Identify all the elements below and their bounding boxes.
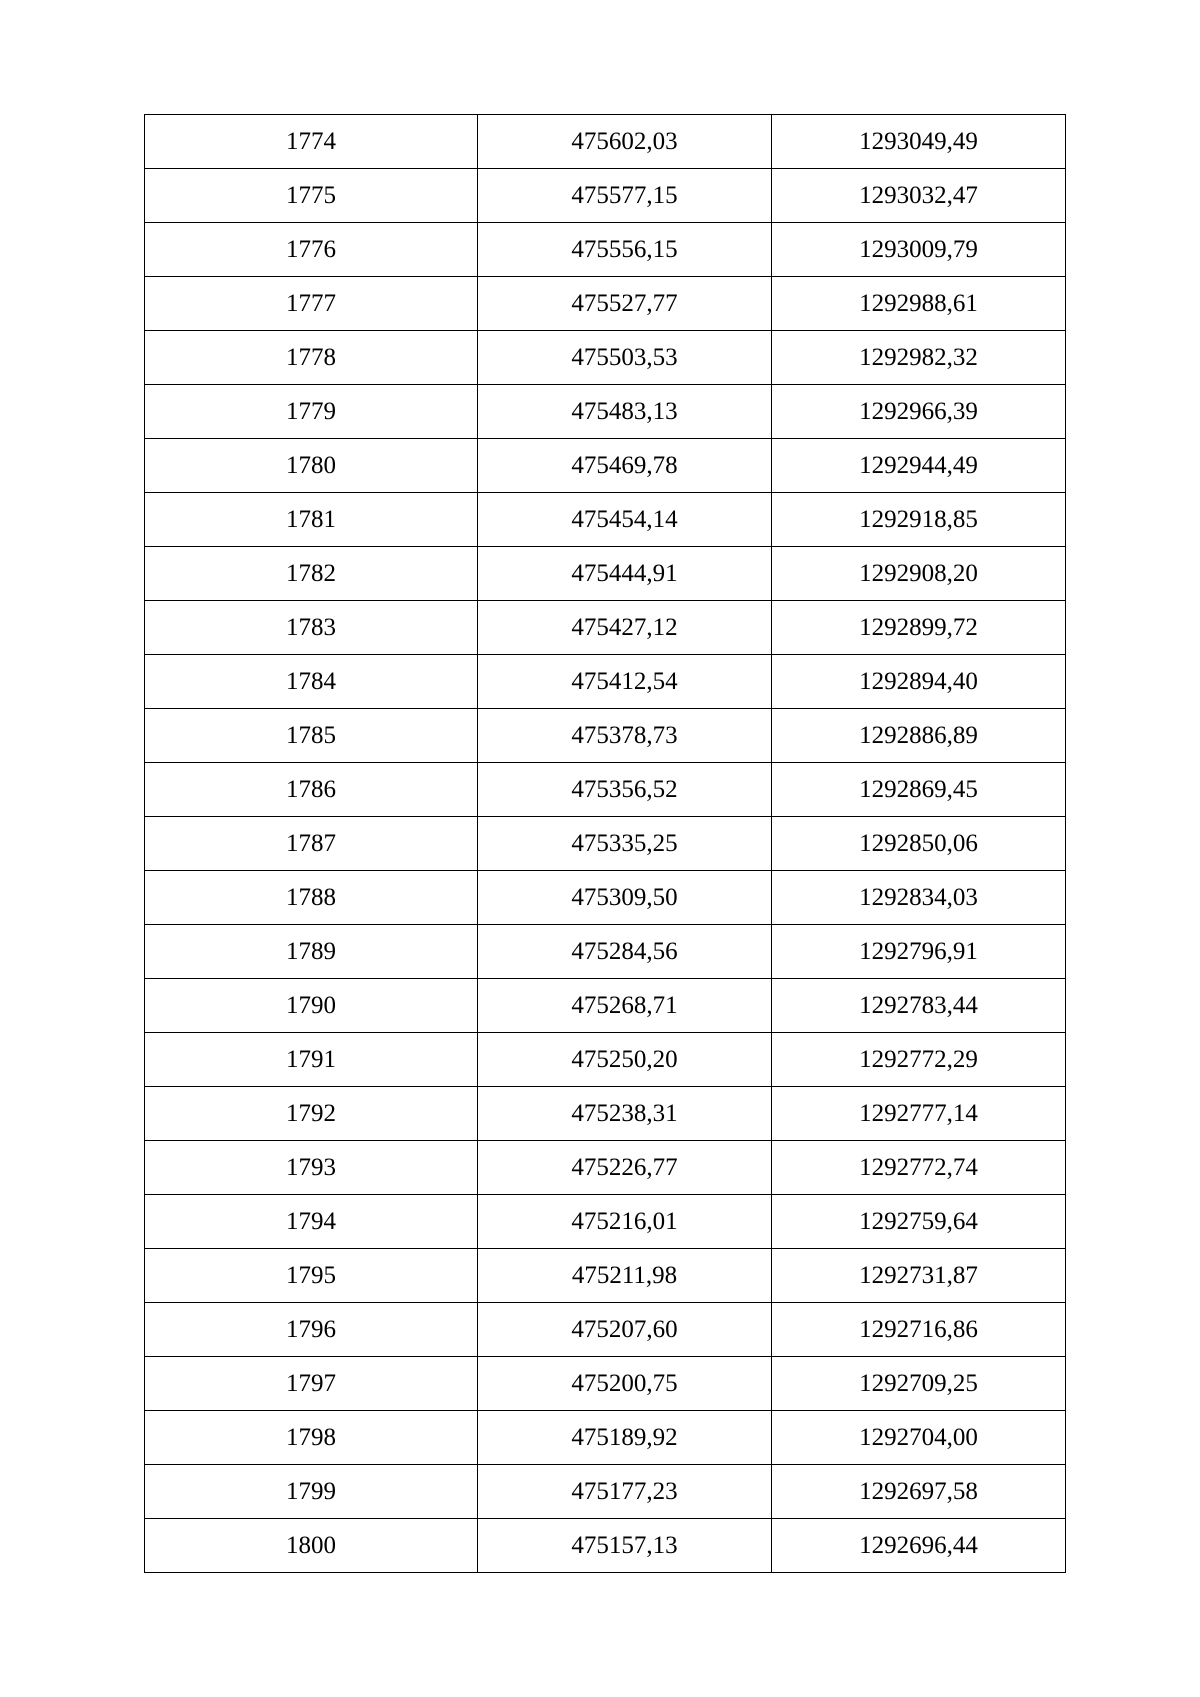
y-coordinate-cell: 1292772,74 <box>772 1141 1066 1195</box>
x-coordinate-cell: 475378,73 <box>478 709 772 763</box>
y-coordinate-cell: 1292908,20 <box>772 547 1066 601</box>
y-coordinate-cell: 1292834,03 <box>772 871 1066 925</box>
table-row <box>145 1249 1066 1303</box>
table-row <box>145 547 1066 601</box>
y-coordinate-cell: 1292982,32 <box>772 331 1066 385</box>
x-coordinate-cell: 475309,50 <box>478 871 772 925</box>
y-coordinate-cell: 1292894,40 <box>772 655 1066 709</box>
y-coordinate-cell: 1292988,61 <box>772 277 1066 331</box>
x-coordinate-cell: 475200,75 <box>478 1357 772 1411</box>
point-number-cell: 1776 <box>145 223 478 277</box>
y-coordinate-cell: 1292966,39 <box>772 385 1066 439</box>
table-row <box>145 1195 1066 1249</box>
table-row <box>145 979 1066 1033</box>
y-coordinate-cell: 1292697,58 <box>772 1465 1066 1519</box>
y-coordinate-cell: 1292850,06 <box>772 817 1066 871</box>
point-number-cell: 1791 <box>145 1033 478 1087</box>
table-row <box>145 1033 1066 1087</box>
table-row <box>145 1465 1066 1519</box>
x-coordinate-cell: 475216,01 <box>478 1195 772 1249</box>
table-row <box>145 817 1066 871</box>
x-coordinate-cell: 475556,15 <box>478 223 772 277</box>
table-row <box>145 439 1066 493</box>
point-number-cell: 1800 <box>145 1519 478 1573</box>
point-number-cell: 1785 <box>145 709 478 763</box>
table-row <box>145 709 1066 763</box>
point-number-cell: 1797 <box>145 1357 478 1411</box>
y-coordinate-cell: 1292772,29 <box>772 1033 1066 1087</box>
x-coordinate-cell: 475469,78 <box>478 439 772 493</box>
point-number-cell: 1796 <box>145 1303 478 1357</box>
y-coordinate-cell: 1292777,14 <box>772 1087 1066 1141</box>
x-coordinate-cell: 475483,13 <box>478 385 772 439</box>
x-coordinate-cell: 475177,23 <box>478 1465 772 1519</box>
y-coordinate-cell: 1292869,45 <box>772 763 1066 817</box>
x-coordinate-cell: 475356,52 <box>478 763 772 817</box>
x-coordinate-cell: 475189,92 <box>478 1411 772 1465</box>
point-number-cell: 1798 <box>145 1411 478 1465</box>
table-row <box>145 223 1066 277</box>
point-number-cell: 1779 <box>145 385 478 439</box>
x-coordinate-cell: 475211,98 <box>478 1249 772 1303</box>
x-coordinate-cell: 475577,15 <box>478 169 772 223</box>
point-number-cell: 1777 <box>145 277 478 331</box>
y-coordinate-cell: 1292696,44 <box>772 1519 1066 1573</box>
y-coordinate-cell: 1292704,00 <box>772 1411 1066 1465</box>
x-coordinate-cell: 475268,71 <box>478 979 772 1033</box>
point-number-cell: 1781 <box>145 493 478 547</box>
point-number-cell: 1788 <box>145 871 478 925</box>
point-number-cell: 1792 <box>145 1087 478 1141</box>
x-coordinate-cell: 475157,13 <box>478 1519 772 1573</box>
x-coordinate-cell: 475226,77 <box>478 1141 772 1195</box>
table-row <box>145 1411 1066 1465</box>
x-coordinate-cell: 475335,25 <box>478 817 772 871</box>
table-row <box>145 1519 1066 1573</box>
x-coordinate-cell: 475238,31 <box>478 1087 772 1141</box>
table-row <box>145 1141 1066 1195</box>
table-row <box>145 493 1066 547</box>
table-row <box>145 169 1066 223</box>
x-coordinate-cell: 475503,53 <box>478 331 772 385</box>
y-coordinate-cell: 1292899,72 <box>772 601 1066 655</box>
point-number-cell: 1786 <box>145 763 478 817</box>
point-number-cell: 1787 <box>145 817 478 871</box>
x-coordinate-cell: 475284,56 <box>478 925 772 979</box>
point-number-cell: 1793 <box>145 1141 478 1195</box>
y-coordinate-cell: 1292783,44 <box>772 979 1066 1033</box>
table-row <box>145 115 1066 169</box>
point-number-cell: 1795 <box>145 1249 478 1303</box>
y-coordinate-cell: 1293009,79 <box>772 223 1066 277</box>
point-number-cell: 1775 <box>145 169 478 223</box>
point-number-cell: 1789 <box>145 925 478 979</box>
y-coordinate-cell: 1292709,25 <box>772 1357 1066 1411</box>
coordinates-table <box>144 114 1066 1573</box>
y-coordinate-cell: 1292796,91 <box>772 925 1066 979</box>
table-row <box>145 331 1066 385</box>
table-row <box>145 1303 1066 1357</box>
table-row <box>145 925 1066 979</box>
y-coordinate-cell: 1292716,86 <box>772 1303 1066 1357</box>
table-row <box>145 1357 1066 1411</box>
table-row <box>145 277 1066 331</box>
table-row <box>145 763 1066 817</box>
y-coordinate-cell: 1292918,85 <box>772 493 1066 547</box>
point-number-cell: 1790 <box>145 979 478 1033</box>
y-coordinate-cell: 1293049,49 <box>772 115 1066 169</box>
point-number-cell: 1774 <box>145 115 478 169</box>
table-row <box>145 601 1066 655</box>
y-coordinate-cell: 1292731,87 <box>772 1249 1066 1303</box>
coordinates-table-body <box>145 115 1066 1573</box>
point-number-cell: 1784 <box>145 655 478 709</box>
x-coordinate-cell: 475207,60 <box>478 1303 772 1357</box>
point-number-cell: 1778 <box>145 331 478 385</box>
point-number-cell: 1780 <box>145 439 478 493</box>
y-coordinate-cell: 1292886,89 <box>772 709 1066 763</box>
x-coordinate-cell: 475444,91 <box>478 547 772 601</box>
point-number-cell: 1799 <box>145 1465 478 1519</box>
table-row <box>145 655 1066 709</box>
x-coordinate-cell: 475454,14 <box>478 493 772 547</box>
table-row <box>145 1087 1066 1141</box>
y-coordinate-cell: 1292944,49 <box>772 439 1066 493</box>
x-coordinate-cell: 475427,12 <box>478 601 772 655</box>
point-number-cell: 1782 <box>145 547 478 601</box>
y-coordinate-cell: 1293032,47 <box>772 169 1066 223</box>
y-coordinate-cell: 1292759,64 <box>772 1195 1066 1249</box>
table-row <box>145 871 1066 925</box>
x-coordinate-cell: 475250,20 <box>478 1033 772 1087</box>
point-number-cell: 1783 <box>145 601 478 655</box>
x-coordinate-cell: 475412,54 <box>478 655 772 709</box>
table-row <box>145 385 1066 439</box>
point-number-cell: 1794 <box>145 1195 478 1249</box>
x-coordinate-cell: 475527,77 <box>478 277 772 331</box>
x-coordinate-cell: 475602,03 <box>478 115 772 169</box>
